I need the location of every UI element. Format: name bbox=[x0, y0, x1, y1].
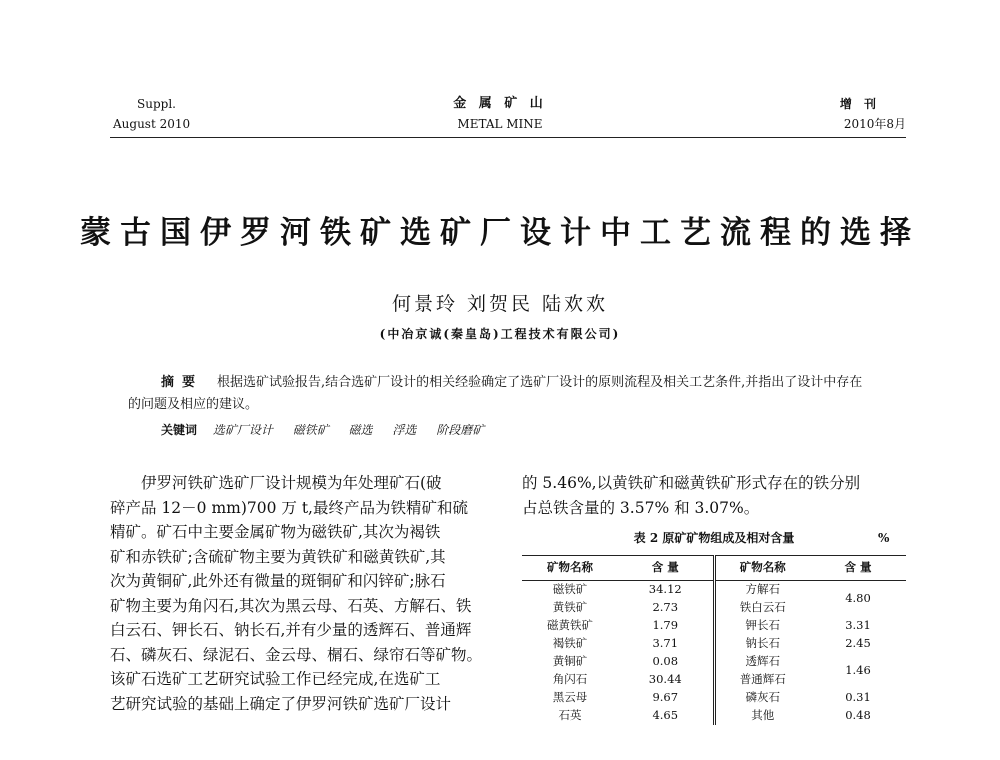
body-line: 占总铁含量的 3.57% 和 3.07%。 bbox=[522, 498, 760, 517]
body-column-right bbox=[522, 471, 860, 520]
mineral-name: 铁白云石 bbox=[739, 599, 786, 614]
body-line: 次为黄铜矿,此外还有微量的斑铜矿和闪锌矿;脉石 bbox=[110, 572, 446, 590]
mineral-content: 2.73 bbox=[618, 599, 714, 617]
mineral-content: 2.45 bbox=[845, 635, 871, 650]
keyword: 磁铁矿 bbox=[292, 423, 329, 437]
mineral-content: 0.31 bbox=[845, 689, 871, 704]
article-title: 蒙古国伊罗河铁矿选矿厂设计中工艺流程的选择 bbox=[80, 215, 920, 251]
body-line: 石、磷灰石、绿泥石、金云母、榍石、绿帘石等矿物。 bbox=[110, 645, 483, 664]
body-line: 伊罗河铁矿选矿厂设计规模为年处理矿石(破 bbox=[141, 474, 442, 492]
table-row bbox=[522, 707, 906, 725]
mineral-content: 0.08 bbox=[618, 653, 714, 671]
table-header: 矿物名称 bbox=[714, 556, 810, 581]
abstract-label: 摘要 bbox=[161, 375, 204, 390]
keyword: 浮选 bbox=[392, 423, 417, 437]
body-line: 精矿。矿石中主要金属矿物为磁铁矿,其次为褐铁 bbox=[110, 523, 441, 541]
table-header-row bbox=[522, 556, 906, 581]
mineral-content: 1.46 bbox=[845, 662, 871, 677]
table-unit: % bbox=[878, 531, 890, 545]
keyword: 选矿厂设计 bbox=[212, 423, 273, 437]
mineral-name: 黑云母 bbox=[552, 689, 588, 704]
mineral-composition-table bbox=[522, 555, 906, 725]
mineral-name: 钠长石 bbox=[745, 635, 780, 650]
mineral-content: 9.67 bbox=[618, 689, 714, 707]
keywords bbox=[161, 422, 500, 438]
article-authors: 何景玲 刘贺民 陆欢欢 bbox=[391, 293, 609, 315]
journal-name-cn: 金 属 矿 山 bbox=[453, 96, 547, 111]
keywords-label: 关键词 bbox=[161, 423, 198, 437]
mineral-content: 30.44 bbox=[618, 671, 714, 689]
body-line: 碎产品 12－0 mm)700 万 t,最终产品为铁精矿和硫 bbox=[110, 498, 468, 517]
mineral-name: 褐铁矿 bbox=[552, 635, 588, 650]
body-column-left bbox=[110, 471, 482, 716]
table-header: 含 量 bbox=[810, 556, 906, 581]
body-line: 艺研究试验的基础上确定了伊罗河铁矿选矿厂设计 bbox=[110, 694, 452, 713]
table-row bbox=[522, 635, 906, 653]
mineral-name: 其他 bbox=[751, 707, 775, 722]
mineral-name: 黄铜矿 bbox=[552, 653, 588, 668]
article-affiliation: (中冶京诚(秦皇岛)工程技术有限公司) bbox=[379, 327, 621, 341]
journal-suppl-label: Suppl. bbox=[137, 97, 176, 111]
mineral-content: 3.71 bbox=[618, 635, 714, 653]
table-row bbox=[522, 580, 906, 599]
table-caption: 表 2 原矿矿物组成及相对含量 bbox=[633, 531, 795, 545]
body-line: 的 5.46%,以黄铁矿和磁黄铁矿形式存在的铁分别 bbox=[522, 474, 861, 492]
mineral-name: 黄铁矿 bbox=[552, 599, 588, 614]
mineral-name: 角闪石 bbox=[552, 671, 588, 686]
body-line: 白云石、钾长石、钠长石,并有少量的透辉石、普通辉 bbox=[110, 621, 472, 639]
keyword: 磁选 bbox=[348, 423, 373, 437]
mineral-name: 透辉石 bbox=[745, 653, 780, 668]
body-line: 矿物主要为角闪石,其次为黑云母、石英、方解石、铁 bbox=[110, 596, 472, 615]
mineral-content: 0.48 bbox=[845, 707, 871, 722]
abstract bbox=[128, 372, 870, 416]
journal-name-en: METAL MINE bbox=[457, 117, 543, 131]
mineral-name: 磷灰石 bbox=[745, 689, 780, 704]
mineral-name: 石英 bbox=[558, 707, 582, 722]
table-row bbox=[522, 653, 906, 671]
table-row bbox=[522, 689, 906, 707]
mineral-name: 钾长石 bbox=[745, 617, 780, 632]
mineral-name: 方解石 bbox=[745, 581, 780, 596]
body-line: 该矿石选矿工艺研究试验工作已经完成,在选矿工 bbox=[110, 670, 441, 688]
table-row bbox=[522, 617, 906, 635]
header-rule bbox=[110, 137, 906, 138]
mineral-content: 4.80 bbox=[845, 590, 871, 605]
mineral-name: 磁黄铁矿 bbox=[547, 617, 593, 632]
body-line: 矿和赤铁矿;含硫矿物主要为黄铁矿和磁黄铁矿,其 bbox=[110, 547, 446, 566]
mineral-content: 3.31 bbox=[845, 617, 871, 632]
abstract-text: 根据选矿试验报告,结合选矿厂设计的相关经验确定了选矿厂设计的原则流程及相关工艺条件,并指出了设计中存在的问题及相应的建议。 bbox=[128, 375, 863, 412]
keyword: 阶段磨矿 bbox=[436, 423, 485, 437]
mineral-content: 34.12 bbox=[618, 580, 714, 599]
table-header: 矿物名称 bbox=[522, 556, 618, 581]
journal-suppl-cn: 增 刊 bbox=[839, 97, 880, 111]
mineral-name: 磁铁矿 bbox=[552, 581, 588, 596]
mineral-content: 1.79 bbox=[618, 617, 714, 635]
journal-date-cn: 2010年8月 bbox=[843, 117, 906, 131]
mineral-name: 普通辉石 bbox=[739, 671, 786, 686]
table-header: 含 量 bbox=[618, 556, 714, 581]
mineral-content: 4.65 bbox=[618, 707, 714, 725]
journal-date-en: August 2010 bbox=[113, 117, 191, 131]
